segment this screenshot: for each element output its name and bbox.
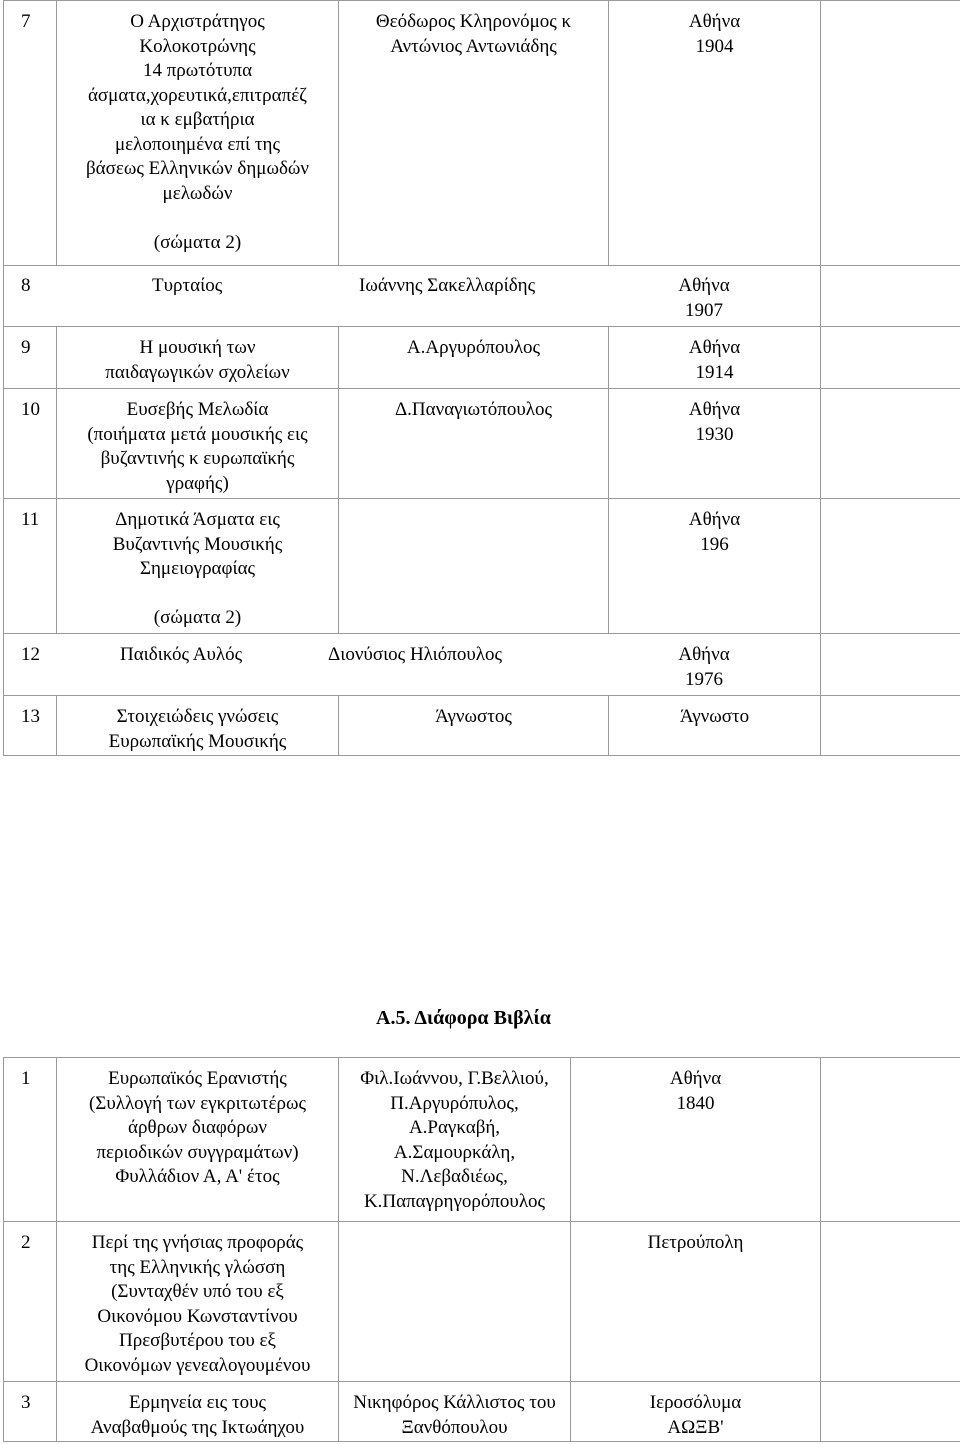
row-number: 13 <box>4 696 57 756</box>
empty-cell <box>821 1222 960 1382</box>
book-title: Στοιχειώδεις γνώσεις Ευρωπαϊκής Μουσικής <box>57 696 339 756</box>
table-row <box>4 266 960 327</box>
empty-cell <box>821 1058 960 1222</box>
row-number: 11 <box>4 499 57 634</box>
book-place-year: Άγνωστο <box>609 696 821 756</box>
book-author: Α.Αργυρόπουλος <box>339 327 609 389</box>
book-place-year: Αθήνα 1976 <box>678 644 730 690</box>
book-author: Άγνωστος <box>339 696 609 756</box>
book-place-year: Πετρούπολη <box>571 1222 821 1382</box>
empty-cell <box>821 327 960 389</box>
books-table-2 <box>3 1057 960 1442</box>
book-place-year: Ιεροσόλυμα ΑΩΞΒ' <box>571 1382 821 1442</box>
table-row <box>4 696 960 756</box>
book-author <box>339 499 609 634</box>
empty-cell <box>821 499 960 634</box>
row-number: 3 <box>4 1382 57 1442</box>
book-author: Θεόδωρος Κληρονόμος κ Αντώνιος Αντωνιάδης <box>339 1 609 266</box>
table-row <box>4 389 960 499</box>
book-place-year: Αθήνα 1930 <box>609 389 821 499</box>
book-title: Παιδικός Αυλός <box>120 644 243 665</box>
book-place-year: Αθήνα 196 <box>609 499 821 634</box>
book-place-year: Αθήνα 1840 <box>571 1058 821 1222</box>
book-author: Νικηφόρος Κάλλιστος του Ξανθόπουλου <box>339 1382 571 1442</box>
book-place-year: Αθήνα 1914 <box>609 327 821 389</box>
book-author: Ιωάννης Σακελλαρίδης <box>359 275 536 296</box>
book-title: Περί της γνήσιας προφοράς της Ελληνικής γλώσση (Συνταχθέν υπό του εξ Οικονόμου Κωνσταντίνου Πρεσβυτέρου του εξ Οικονόμων γενεαλογουμένου <box>57 1222 339 1382</box>
book-place-year: Αθήνα 1904 <box>609 1 821 266</box>
table-row <box>4 1222 960 1382</box>
book-title: Ο Αρχιστράτηγος Κολοκοτρώνης 14 πρωτότυπα άσματα,χορευτικά,επιτραπέζ ια κ εμβατήρια μελοποιημένα επί της βάσεως Ελληνικών δημωδών μελωδών (σώματα 2) <box>57 1 339 266</box>
row-number: 7 <box>4 1 57 266</box>
empty-cell <box>821 389 960 499</box>
book-place-year: Αθήνα 1907 <box>678 275 730 321</box>
empty-cell <box>821 1 960 266</box>
table-row <box>4 1 960 266</box>
empty-cell <box>821 266 960 327</box>
table-row <box>4 1058 960 1222</box>
book-author: Φιλ.Ιωάννου, Γ.Βελλιού, Π.Αργυρόπυλος, Α.Ραγκαβή, Α.Σαμουρκάλη, Ν.Λεβαδιέως, Κ.Παπαγρηγορόπουλος <box>339 1058 571 1222</box>
empty-cell <box>821 1382 960 1442</box>
row-number: 10 <box>4 389 57 499</box>
table-row <box>4 634 960 696</box>
book-author <box>339 1222 571 1382</box>
book-author: Δ.Παναγιωτόπουλος <box>339 389 609 499</box>
book-title: Ευσεβής Μελωδία (ποιήματα μετά μουσικής εις βυζαντινής κ ευρωπαϊκής γραφής) <box>57 389 339 499</box>
book-title: Τυρταίος <box>152 275 223 296</box>
section-heading-text: Α.5. Διάφορα Βιβλία <box>376 1007 551 1029</box>
book-title: Η μουσική των παιδαγωγικών σχολείων <box>57 327 339 389</box>
book-title: Ευρωπαϊκός Ερανιστής (Συλλογή των εγκριτωτέρως άρθρων διαφόρων περιοδικών συγγραμάτων) Φυλλάδιον Α, Α' έτος <box>57 1058 339 1222</box>
merged-row <box>4 634 821 696</box>
row-number: 12 <box>21 644 40 665</box>
book-title: Δημοτικά Άσματα εις Βυζαντινής Μουσικής Σημειογραφίας (σώματα 2) <box>57 499 339 634</box>
table-row <box>4 499 960 634</box>
empty-cell <box>821 634 960 696</box>
table-row <box>4 327 960 389</box>
row-number: 2 <box>4 1222 57 1382</box>
book-author: Διονύσιος Ηλιόπουλος <box>328 644 503 665</box>
merged-row <box>4 266 821 327</box>
row-number: 8 <box>21 275 31 296</box>
books-table-1 <box>3 0 960 756</box>
table-row <box>4 1382 960 1442</box>
row-number: 1 <box>4 1058 57 1222</box>
empty-cell <box>821 696 960 756</box>
book-title: Ερμηνεία εις τους Αναβαθμούς της Ικτωάηχου <box>57 1382 339 1442</box>
row-number: 9 <box>4 327 57 389</box>
